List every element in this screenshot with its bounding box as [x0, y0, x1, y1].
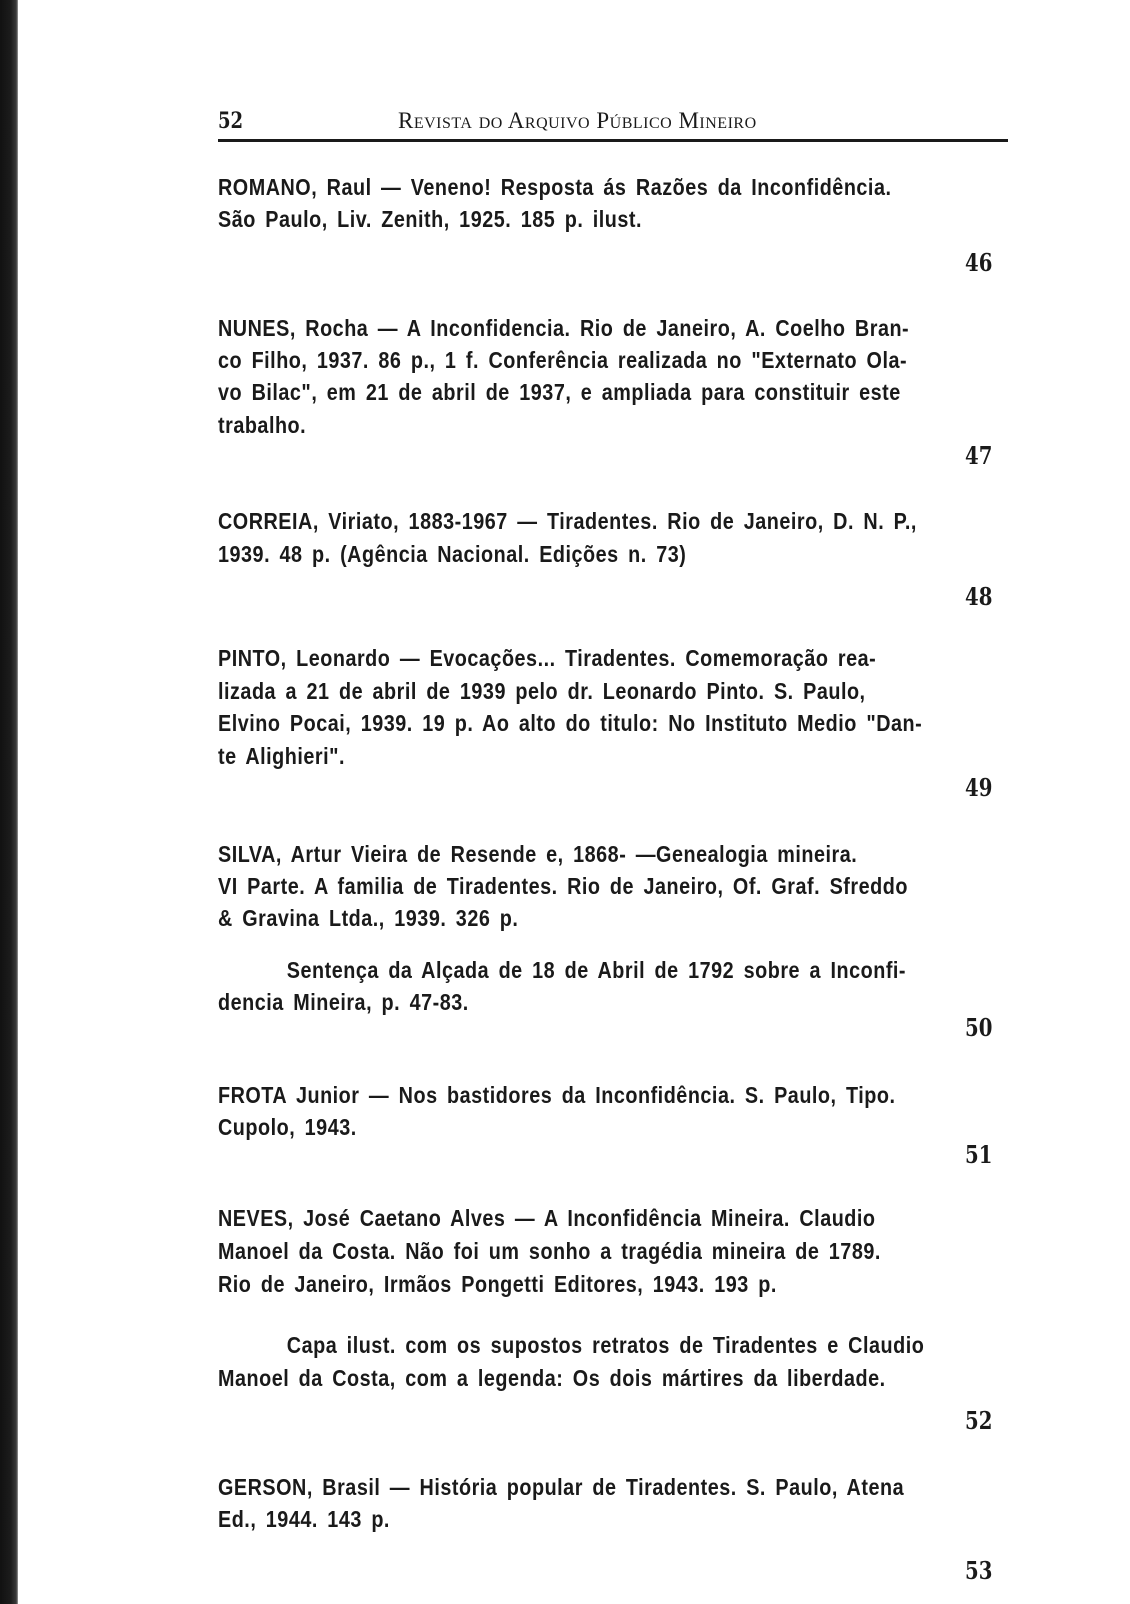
entry-line: Rio de Janeiro, Irmãos Pongetti Editores, 1943. 193 p. — [218, 1271, 777, 1297]
entry-line: & Gravina Ltda., 1939. 326 p. — [218, 905, 519, 931]
entry-number: 51 — [964, 1140, 992, 1169]
entry-number: 53 — [964, 1556, 992, 1585]
entry-line: Ed., 1944. 143 p. — [218, 1506, 390, 1532]
entry-line: NEVES, José Caetano Alves — A Inconfidência Mineira. Claudio — [218, 1205, 876, 1231]
entry-line: São Paulo, Liv. Zenith, 1925. 185 p. ilust. — [218, 206, 643, 232]
entry-line: PINTO, Leonardo — Evocações... Tiradentes. Comemoração rea- — [218, 645, 877, 671]
page-header — [218, 108, 1008, 138]
entry-note-line: Capa ilust. com os supostos retratos de Tiradentes e Claudio — [286, 1332, 925, 1358]
entry-line: NUNES, Rocha — A Inconfidencia. Rio de Janeiro, A. Coelho Bran- — [218, 315, 910, 341]
entry-line: te Alighieri". — [218, 743, 346, 769]
entry-line: lizada a 21 de abril de 1939 pelo dr. Leonardo Pinto. S. Paulo, — [218, 678, 866, 704]
header-rule — [218, 139, 1008, 142]
entry-line: VI Parte. A familia de Tiradentes. Rio de Janeiro, Of. Graf. Sfreddo — [218, 873, 908, 899]
entry-number: 47 — [964, 441, 992, 470]
entry-line: ROMANO, Raul — Veneno! Resposta ás Razões da Inconfidência. — [218, 174, 892, 200]
entry-line: trabalho. — [218, 412, 307, 438]
entry-number: 49 — [964, 773, 992, 802]
entry-line: CORREIA, Viriato, 1883-1967 — Tiradentes. Rio de Janeiro, D. N. P., — [218, 508, 917, 534]
entry-note-line: Manoel da Costa, com a legenda: Os dois mártires da liberdade. — [218, 1365, 886, 1391]
entry-line: vo Bilac", em 21 de abril de 1937, e ampliada para constituir este — [218, 379, 901, 405]
entry-line: GERSON, Brasil — História popular de Tiradentes. S. Paulo, Atena — [218, 1474, 905, 1500]
entry-line: co Filho, 1937. 86 p., 1 f. Conferência realizada no "Externato Ola- — [218, 347, 908, 373]
page-number: 52 — [218, 108, 244, 134]
entry-number: 52 — [964, 1406, 992, 1435]
entry-number: 48 — [964, 582, 992, 611]
entry-note-line: dencia Mineira, p. 47-83. — [218, 989, 469, 1015]
entry-line: Cupolo, 1943. — [218, 1114, 357, 1140]
entry-number: 50 — [964, 1013, 992, 1042]
entry-line: Elvino Pocai, 1939. 19 p. Ao alto do titulo: No Instituto Medio "Dan- — [218, 710, 923, 736]
entry-line: FROTA Junior — Nos bastidores da Inconfidência. S. Paulo, Tipo. — [218, 1082, 896, 1108]
entry-line: SILVA, Artur Vieira de Resende e, 1868- —Genealogia mineira. — [218, 841, 858, 867]
entry-line: Manoel da Costa. Não foi um sonho a tragédia mineira de 1789. — [218, 1238, 881, 1264]
entry-line: 1939. 48 p. (Agência Nacional. Edições n. 73) — [218, 541, 687, 567]
entry-note-line: Sentença da Alçada de 18 de Abril de 1792 sobre a Inconfi- — [286, 957, 907, 983]
running-title: Revista do Arquivo Público Mineiro — [398, 108, 757, 133]
entry-number: 46 — [964, 248, 992, 277]
